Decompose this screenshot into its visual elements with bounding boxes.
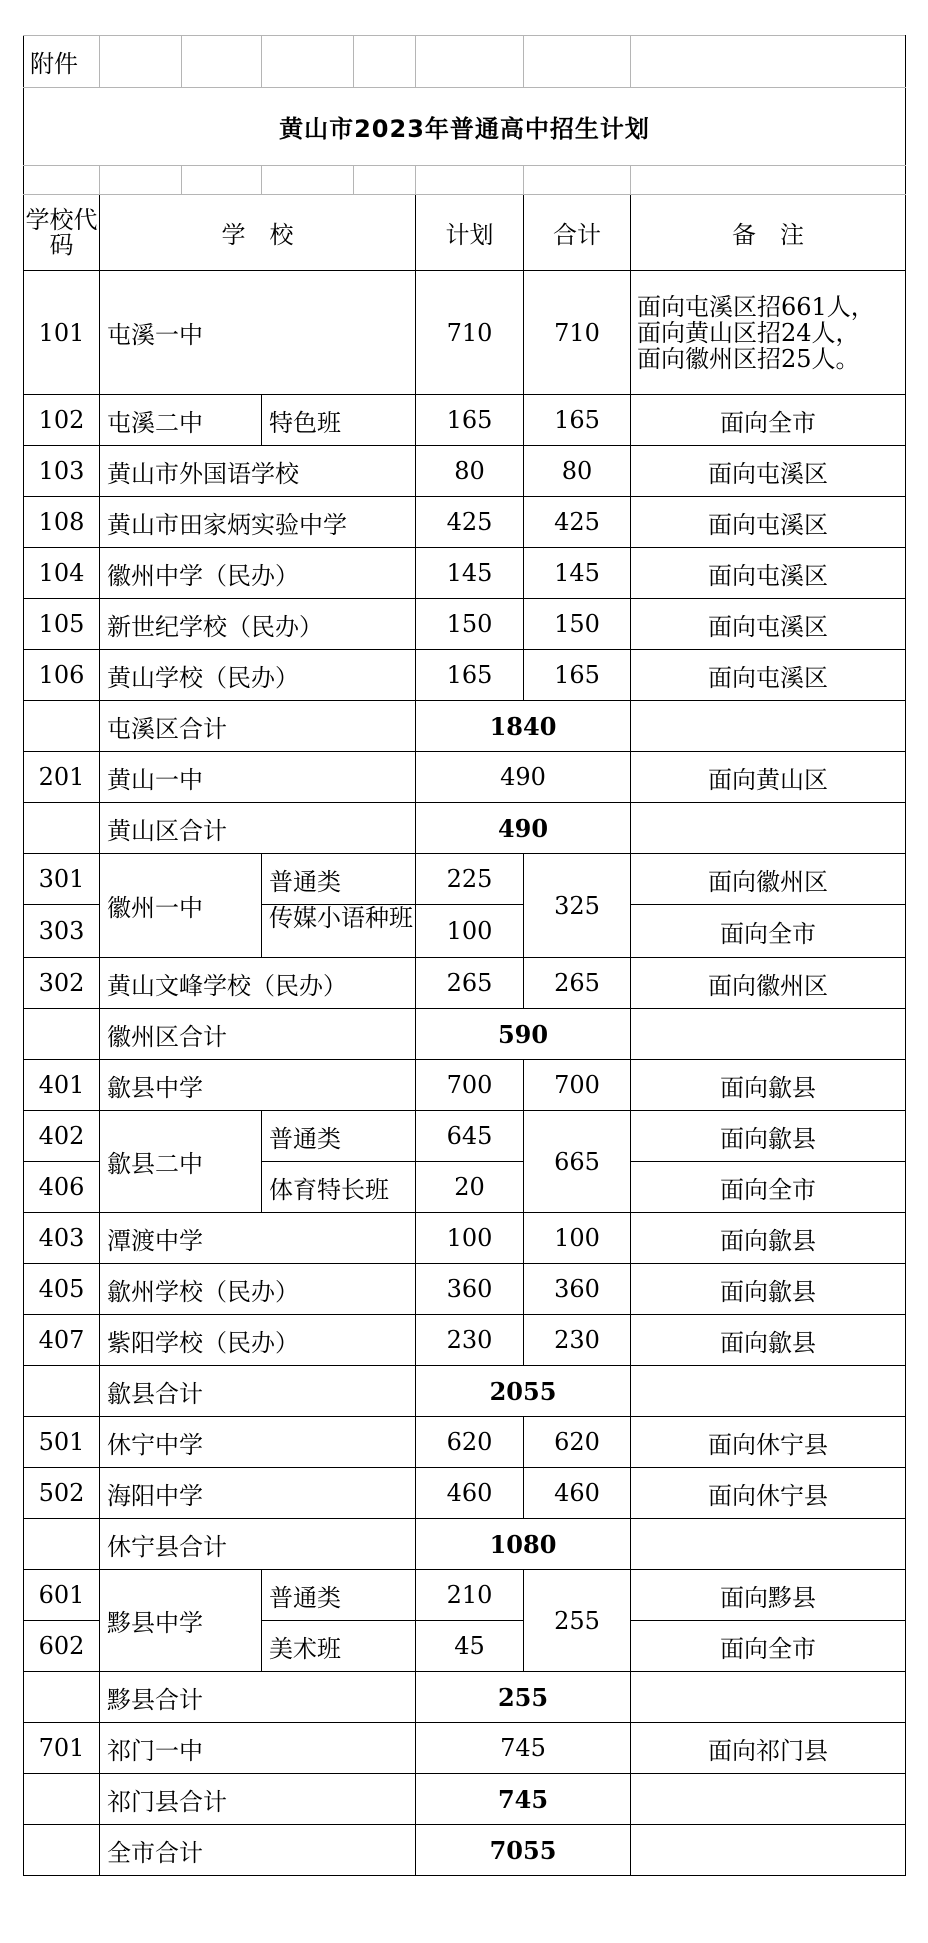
- total-value: 230: [524, 1315, 631, 1366]
- plan-value: 165: [416, 650, 524, 701]
- remark-cell: 面向祁门县: [631, 1723, 906, 1774]
- total-value: 620: [524, 1417, 631, 1468]
- school-code: 108: [24, 497, 100, 548]
- school-code: 602: [24, 1621, 100, 1672]
- remark-cell: 面向全市: [631, 905, 906, 958]
- table-row: [24, 395, 906, 446]
- plan-value: 700: [416, 1060, 524, 1111]
- class-type: 体育特长班: [262, 1162, 416, 1213]
- school-name: 黟县中学: [100, 1570, 262, 1672]
- school-name: 歙县二中: [100, 1111, 262, 1213]
- subtotal-value: 745: [416, 1774, 631, 1825]
- table-row: [24, 271, 906, 395]
- total-value: 425: [524, 497, 631, 548]
- remark-cell: 面向屯溪区: [631, 497, 906, 548]
- plan-value: 225: [416, 854, 524, 905]
- total-value: 165: [524, 650, 631, 701]
- school-code: 104: [24, 548, 100, 599]
- plan-value: 145: [416, 548, 524, 599]
- subtotal-row: [24, 1009, 906, 1060]
- subtotal-row: [24, 1519, 906, 1570]
- plan-value: 265: [416, 958, 524, 1009]
- school-name: 海阳中学: [100, 1468, 416, 1519]
- school-name: 潭渡中学: [100, 1213, 416, 1264]
- class-type: 普通类: [262, 1570, 416, 1621]
- remark-cell: 面向黟县: [631, 1570, 906, 1621]
- school-code: 502: [24, 1468, 100, 1519]
- subtotal-label: 屯溪区合计: [100, 701, 416, 752]
- table-row: [24, 1315, 906, 1366]
- table-row: [24, 958, 906, 1009]
- school-code: 701: [24, 1723, 100, 1774]
- remark-cell: 面向全市: [631, 1162, 906, 1213]
- total-value: 150: [524, 599, 631, 650]
- subtotal-row: [24, 1672, 906, 1723]
- table-row: [24, 752, 906, 803]
- header-code: 学校代码: [24, 195, 100, 271]
- subtotal-row: [24, 803, 906, 854]
- subtotal-label: 黄山区合计: [100, 803, 416, 854]
- plan-value: 210: [416, 1570, 524, 1621]
- header-remark: 备 注: [631, 195, 906, 271]
- school-code: 103: [24, 446, 100, 497]
- school-name: 徽州一中: [100, 854, 262, 958]
- table-row: [24, 548, 906, 599]
- plan-value: 20: [416, 1162, 524, 1213]
- table-row: [24, 1060, 906, 1111]
- school-name: 黄山市田家炳实验中学: [100, 497, 416, 548]
- table-row: [24, 446, 906, 497]
- school-code: 405: [24, 1264, 100, 1315]
- school-name: 祁门一中: [100, 1723, 416, 1774]
- subtotal-value: 2055: [416, 1366, 631, 1417]
- header-total: 合计: [524, 195, 631, 271]
- subtotal-value: 1840: [416, 701, 631, 752]
- plan-value: 645: [416, 1111, 524, 1162]
- remark-cell: 面向徽州区: [631, 958, 906, 1009]
- plan-value: 710: [416, 271, 524, 395]
- subtotal-row: [24, 1366, 906, 1417]
- plan-value: 165: [416, 395, 524, 446]
- school-name: 紫阳学校（民办）: [100, 1315, 416, 1366]
- school-code: 201: [24, 752, 100, 803]
- table-row: [24, 1468, 906, 1519]
- school-code: 101: [24, 271, 100, 395]
- school-name: 屯溪二中: [100, 395, 262, 446]
- school-name: 屯溪一中: [100, 271, 416, 395]
- school-code: 401: [24, 1060, 100, 1111]
- total-value: 325: [524, 854, 631, 958]
- remark-cell: 面向休宁县: [631, 1468, 906, 1519]
- plan-value: 425: [416, 497, 524, 548]
- remark-cell: 面向屯溪区: [631, 599, 906, 650]
- plan-value: 230: [416, 1315, 524, 1366]
- header-school: 学 校: [100, 195, 416, 271]
- remark-line: 面向屯溪区招661人，: [637, 292, 875, 321]
- spacer-row: [24, 166, 906, 195]
- table-row: [24, 1723, 906, 1774]
- subtotal-value: 590: [416, 1009, 631, 1060]
- school-name: 歙县中学: [100, 1060, 416, 1111]
- school-name: 黄山市外国语学校: [100, 446, 416, 497]
- page-title: 黄山市2023年普通高中招生计划: [24, 88, 906, 166]
- subtotal-label: 祁门县合计: [100, 1774, 416, 1825]
- class-type: 传媒小语种班: [262, 905, 416, 958]
- plan-value: 100: [416, 1213, 524, 1264]
- subtotal-label: 徽州区合计: [100, 1009, 416, 1060]
- subtotal-value: 1080: [416, 1519, 631, 1570]
- total-value: 665: [524, 1111, 631, 1213]
- total-value: 165: [524, 395, 631, 446]
- header-plan: 计划: [416, 195, 524, 271]
- subtotal-row: [24, 1774, 906, 1825]
- total-value: 460: [524, 1468, 631, 1519]
- remark-cell: 面向全市: [631, 395, 906, 446]
- table-row: [24, 1264, 906, 1315]
- school-code: 403: [24, 1213, 100, 1264]
- school-code: 406: [24, 1162, 100, 1213]
- plan-value: 460: [416, 1468, 524, 1519]
- remark-cell: 面向屯溪区: [631, 446, 906, 497]
- remark-cell: 面向歙县: [631, 1315, 906, 1366]
- table-row: [24, 497, 906, 548]
- table-row: [24, 1417, 906, 1468]
- remark-cell: 面向歙县: [631, 1213, 906, 1264]
- attachment-row: [24, 36, 906, 88]
- school-code: 303: [24, 905, 100, 958]
- remark-cell: 面向屯溪区: [631, 548, 906, 599]
- school-code: 301: [24, 854, 100, 905]
- class-type: 普通类: [262, 1111, 416, 1162]
- school-code: 106: [24, 650, 100, 701]
- plan-value: 80: [416, 446, 524, 497]
- total-value: 710: [524, 271, 631, 395]
- remark-cell: 面向屯溪区: [631, 650, 906, 701]
- remark-cell: [631, 271, 906, 395]
- school-name: 黄山一中: [100, 752, 416, 803]
- school-name: 歙州学校（民办）: [100, 1264, 416, 1315]
- school-name: 黄山学校（民办）: [100, 650, 416, 701]
- remark-cell: 面向歙县: [631, 1264, 906, 1315]
- table-row: [24, 650, 906, 701]
- plan-value: 150: [416, 599, 524, 650]
- plan-value: 45: [416, 1621, 524, 1672]
- attachment-label: 附件: [24, 36, 100, 88]
- total-value: 80: [524, 446, 631, 497]
- school-name: 休宁中学: [100, 1417, 416, 1468]
- subtotal-row: [24, 701, 906, 752]
- enrollment-plan-table: [23, 35, 906, 1876]
- school-code: 402: [24, 1111, 100, 1162]
- table-row: [24, 1570, 906, 1621]
- total-value: 360: [524, 1264, 631, 1315]
- subtotal-value: 490: [416, 803, 631, 854]
- class-type: 普通类: [262, 854, 416, 905]
- remark-cell: 面向徽州区: [631, 854, 906, 905]
- class-type: 美术班: [262, 1621, 416, 1672]
- subtotal-label: 歙县合计: [100, 1366, 416, 1417]
- grand-total-value: 7055: [416, 1825, 631, 1876]
- remark-line: 面向徽州区招25人。: [637, 344, 860, 373]
- remark-cell: 面向黄山区: [631, 752, 906, 803]
- plan-value: 745: [416, 1723, 631, 1774]
- grand-total-row: [24, 1825, 906, 1876]
- plan-value: 620: [416, 1417, 524, 1468]
- remark-cell: 面向休宁县: [631, 1417, 906, 1468]
- table-header-row: [24, 195, 906, 271]
- remark-line: 面向黄山区招24人，: [637, 318, 860, 347]
- table-row: [24, 599, 906, 650]
- table-row: [24, 1111, 906, 1162]
- school-code: 501: [24, 1417, 100, 1468]
- remark-cell: 面向全市: [631, 1621, 906, 1672]
- total-value: 100: [524, 1213, 631, 1264]
- remark-cell: 面向歙县: [631, 1111, 906, 1162]
- school-code: 105: [24, 599, 100, 650]
- class-type: 特色班: [262, 395, 416, 446]
- school-code: 102: [24, 395, 100, 446]
- total-value: 145: [524, 548, 631, 599]
- school-code: 601: [24, 1570, 100, 1621]
- total-value: 255: [524, 1570, 631, 1672]
- table-row: [24, 854, 906, 905]
- subtotal-label: 黟县合计: [100, 1672, 416, 1723]
- school-code: 302: [24, 958, 100, 1009]
- title-row: [24, 88, 906, 166]
- plan-value: 100: [416, 905, 524, 958]
- plan-value: 360: [416, 1264, 524, 1315]
- school-name: 黄山文峰学校（民办）: [100, 958, 416, 1009]
- school-name: 徽州中学（民办）: [100, 548, 416, 599]
- plan-value: 490: [416, 752, 631, 803]
- total-value: 265: [524, 958, 631, 1009]
- total-value: 700: [524, 1060, 631, 1111]
- table-row: [24, 1213, 906, 1264]
- subtotal-label: 休宁县合计: [100, 1519, 416, 1570]
- remark-cell: 面向歙县: [631, 1060, 906, 1111]
- subtotal-value: 255: [416, 1672, 631, 1723]
- school-name: 新世纪学校（民办）: [100, 599, 416, 650]
- school-code: 407: [24, 1315, 100, 1366]
- grand-total-label: 全市合计: [100, 1825, 416, 1876]
